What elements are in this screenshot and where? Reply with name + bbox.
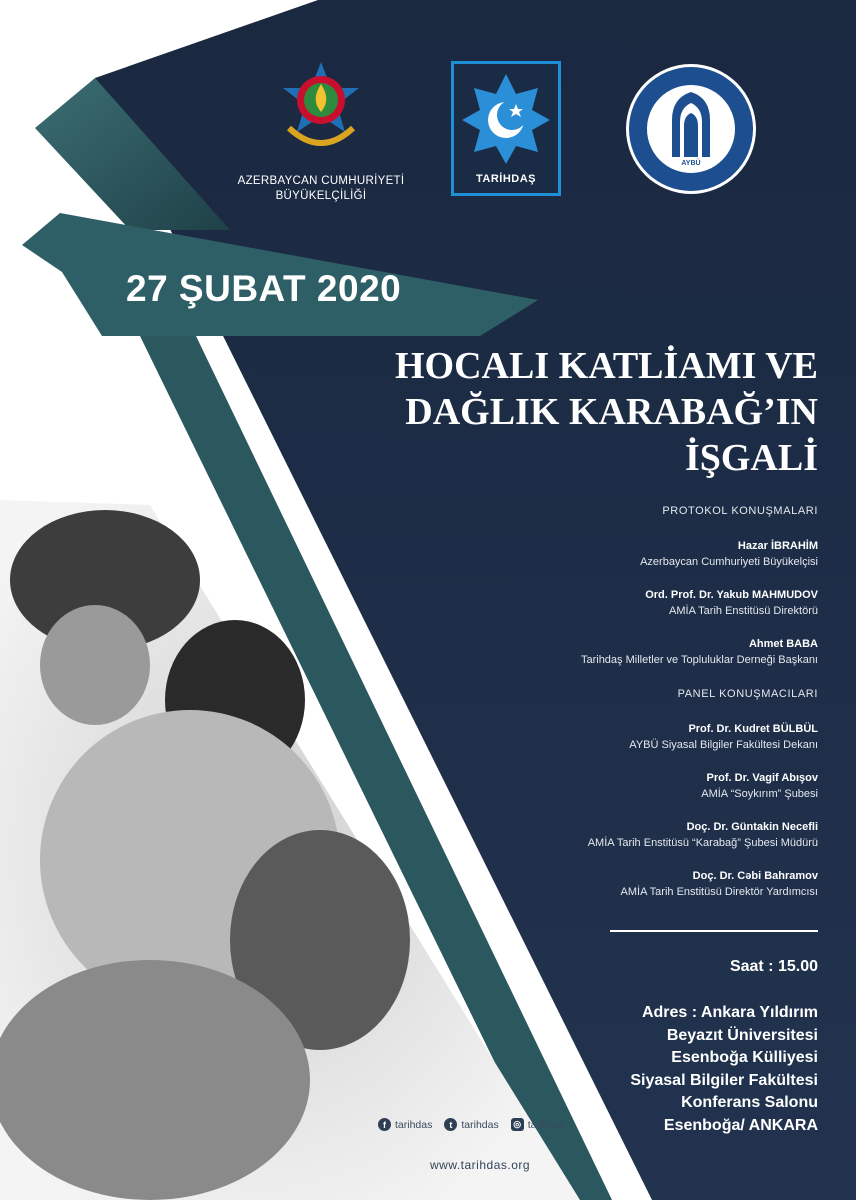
speaker-item — [398, 721, 818, 753]
social-facebook[interactable] — [378, 1118, 432, 1131]
speaker-role: Azerbaycan Cumhuriyeti Büyükelçisi — [640, 556, 818, 568]
divider — [610, 930, 818, 932]
university-seal-icon — [624, 62, 758, 196]
speaker-name: Ahmet BABA — [748, 638, 818, 650]
tarihdas-label: TARİHDAŞ — [475, 173, 536, 185]
tarihdas-logo — [451, 61, 561, 196]
protocol-heading: PROTOKOL KONUŞMALARI — [662, 505, 818, 517]
speaker-role: AMİA Tarih Enstitüsü Direktörü — [669, 605, 818, 617]
speaker-item — [398, 770, 818, 802]
speaker-name: Doç. Dr. Cəbi Bahramov — [692, 870, 818, 882]
program — [398, 505, 818, 917]
title-line-3: İŞGALİ — [684, 437, 818, 479]
embassy-logo-caption — [236, 174, 406, 204]
speaker-name: Prof. Dr. Kudret BÜLBÜL — [688, 723, 818, 735]
speaker-role: AMİA Tarih Enstitüsü “Karabağ” Şubesi Müdürü — [587, 837, 818, 849]
speaker-role: AYBÜ Siyasal Bilgiler Fakültesi Dekanı — [629, 739, 818, 751]
social-twitter[interactable] — [444, 1118, 498, 1131]
speaker-name: Hazar İBRAHİM — [737, 540, 818, 552]
website-link[interactable]: www.tarihdas.org — [430, 1158, 531, 1172]
social-instagram[interactable] — [511, 1118, 565, 1131]
event-date: 27 ŞUBAT 2020 — [126, 268, 402, 309]
address-line: Konferans Salonu — [681, 1094, 818, 1111]
speaker-item — [398, 819, 818, 851]
social-handle: tarihdas — [527, 1118, 566, 1131]
aybu-abbr: AYBÜ — [681, 160, 701, 167]
title-line-1: HOCALI KATLİAMI VE — [395, 345, 818, 387]
speaker-name: Ord. Prof. Dr. Yakub MAHMUDOV — [645, 589, 818, 601]
speaker-item — [398, 587, 818, 619]
social-links — [378, 1118, 565, 1131]
social-handle: tarihdas — [461, 1118, 499, 1131]
event-address — [518, 1002, 818, 1137]
speaker-item — [398, 538, 818, 570]
embassy-line-1: AZERBAYCAN CUMHURİYETİ — [237, 175, 405, 187]
embassy-line-2: BÜYÜKELÇİLİĞİ — [275, 190, 367, 202]
address-line: Esenboğa Külliyesi — [671, 1049, 818, 1066]
title-line-2: DAĞLIK KARABAĞ’IN — [405, 391, 818, 433]
speaker-role: Tarihdaş Milletler ve Topluluklar Derneği Başkanı — [580, 654, 818, 666]
aybu-logo — [624, 62, 758, 196]
address-line: Siyasal Bilgiler Fakültesi — [630, 1071, 818, 1089]
event-title — [298, 343, 818, 481]
speaker-item — [398, 868, 818, 900]
address-line: Beyazıt Üniversitesi — [666, 1026, 818, 1044]
address-line: Esenboğa/ ANKARA — [663, 1116, 818, 1134]
social-handle: tarihdas — [395, 1118, 433, 1131]
crescent-star-icon — [454, 64, 558, 168]
azerbaijan-emblem-icon — [275, 58, 367, 158]
panel-heading: PANEL KONUŞMACILARI — [677, 688, 818, 700]
address-line: Adres : Ankara Yıldırım — [641, 1004, 818, 1021]
twitter-icon: t — [444, 1118, 457, 1131]
speaker-name: Prof. Dr. Vagif Abışov — [706, 772, 818, 784]
speaker-role: AMİA “Soykırım” Şubesi — [701, 788, 818, 800]
speaker-name: Doç. Dr. Güntakin Necefli — [686, 821, 818, 833]
facebook-icon: f — [378, 1118, 391, 1131]
instagram-icon: ◎ — [511, 1118, 524, 1131]
speaker-role: AMİA Tarih Enstitüsü Direktör Yardımcısı — [620, 886, 818, 898]
event-time: Saat : 15.00 — [729, 958, 818, 975]
speaker-item — [398, 636, 818, 668]
